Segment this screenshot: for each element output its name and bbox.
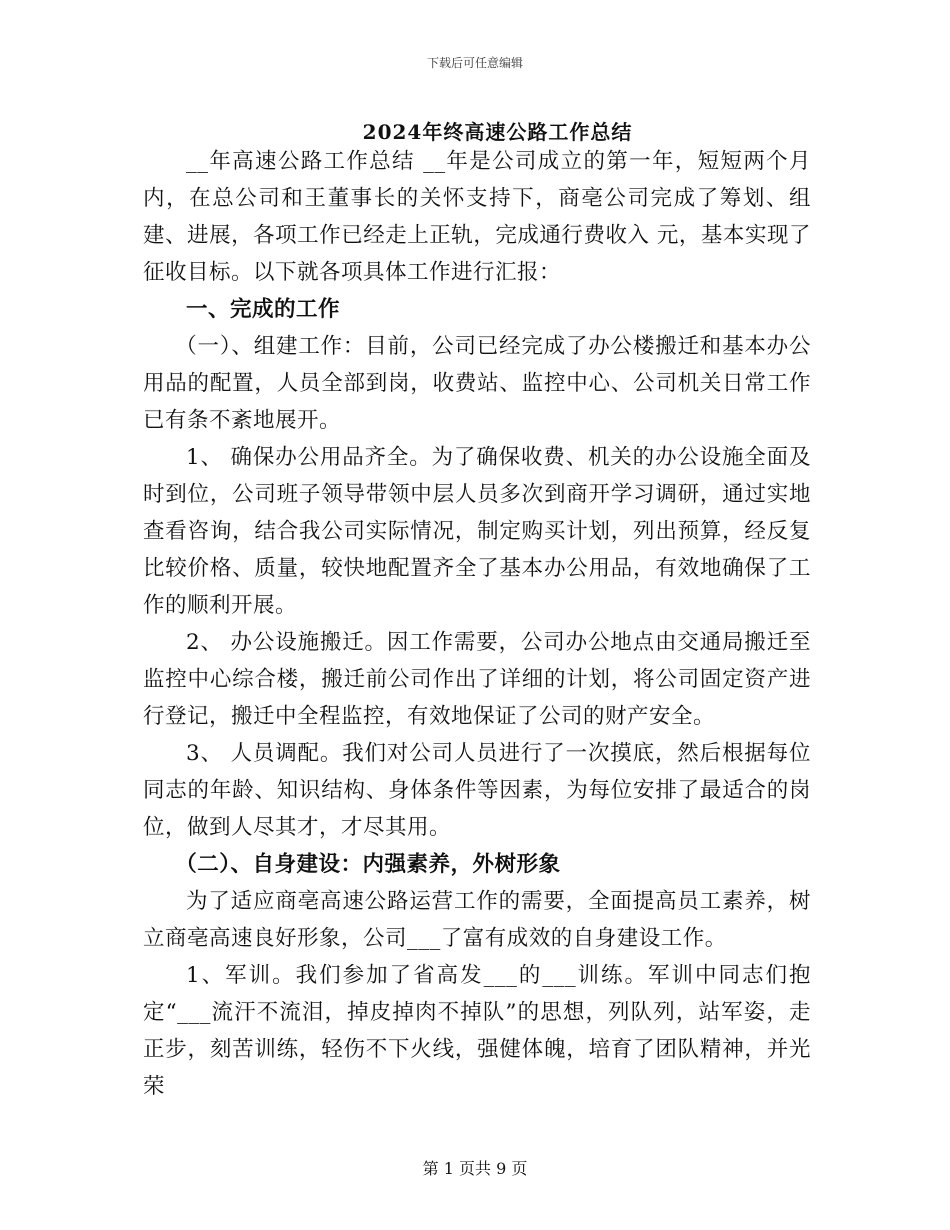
subsection-heading-self-building: （二）、自身建设：内强素养，外树形象 <box>175 852 561 877</box>
header-note: 下载后可任意编辑 <box>426 56 523 70</box>
document-body <box>143 143 811 1105</box>
section-heading-completed-work: 一、完成的工作 <box>186 297 341 322</box>
item-military-training-paragraph: 1、军训。我们参加了省高发___的___训练。军训中同志们抱定“___流汗不流泪，掉皮掉肉不掉队”的思想，列队列，站军姿，走正步，刻苦训练，轻伤不下火线，强健体魄，培育了团队精神，并光荣 <box>143 963 811 1099</box>
item-office-relocation-paragraph: 2、 办公设施搬迁。因工作需要，公司办公地点由交通局搬迁至监控中心综合楼，搬迁前公司作出了详细的计划，将公司固定资产进行登记，搬迁中全程监控，有效地保证了公司的财产安全。 <box>143 630 811 729</box>
page-footer: 第 1 页共 9 页 <box>422 1159 528 1178</box>
document-title: 2024年终高速公路工作总结 <box>362 120 633 144</box>
subsection-organization-paragraph: （一）、组建工作：目前，公司已经完成了办公楼搬迁和基本办公用品的配置，人员全部到岗，收费站、监控中心、公司机关日常工作已有条不紊地展开。 <box>143 334 811 433</box>
self-building-intro-paragraph: 为了适应商亳高速公路运营工作的需要，全面提高员工素养，树立商亳高速良好形象，公司___了富有成效的自身建设工作。 <box>143 889 811 951</box>
intro-paragraph: __年高速公路工作总结 __年是公司成立的第一年，短短两个月内，在总公司和王董事长的关怀支持下，商亳公司完成了筹划、组建、进展，各项工作已经走上正轨，完成通行费收入 元，基本实现了征收目标。以下就各项具体工作进行汇报： <box>143 149 811 285</box>
item-office-supplies-paragraph: 1、 确保办公用品齐全。为了确保收费、机关的办公设施全面及时到位，公司班子领导带领中层人员多次到商开学习调研，通过实地查看咨询，结合我公司实际情况，制定购买计划，列出预算，经反复比较价格、质量，较快地配置齐全了基本办公用品，有效地确保了工作的顺利开展。 <box>143 445 811 618</box>
item-staff-allocation-paragraph: 3、 人员调配。我们对公司人员进行了一次摸底，然后根据每位同志的年龄、知识结构、身体条件等因素，为每位安排了最适合的岗位，做到人尽其才，才尽其用。 <box>143 741 811 840</box>
